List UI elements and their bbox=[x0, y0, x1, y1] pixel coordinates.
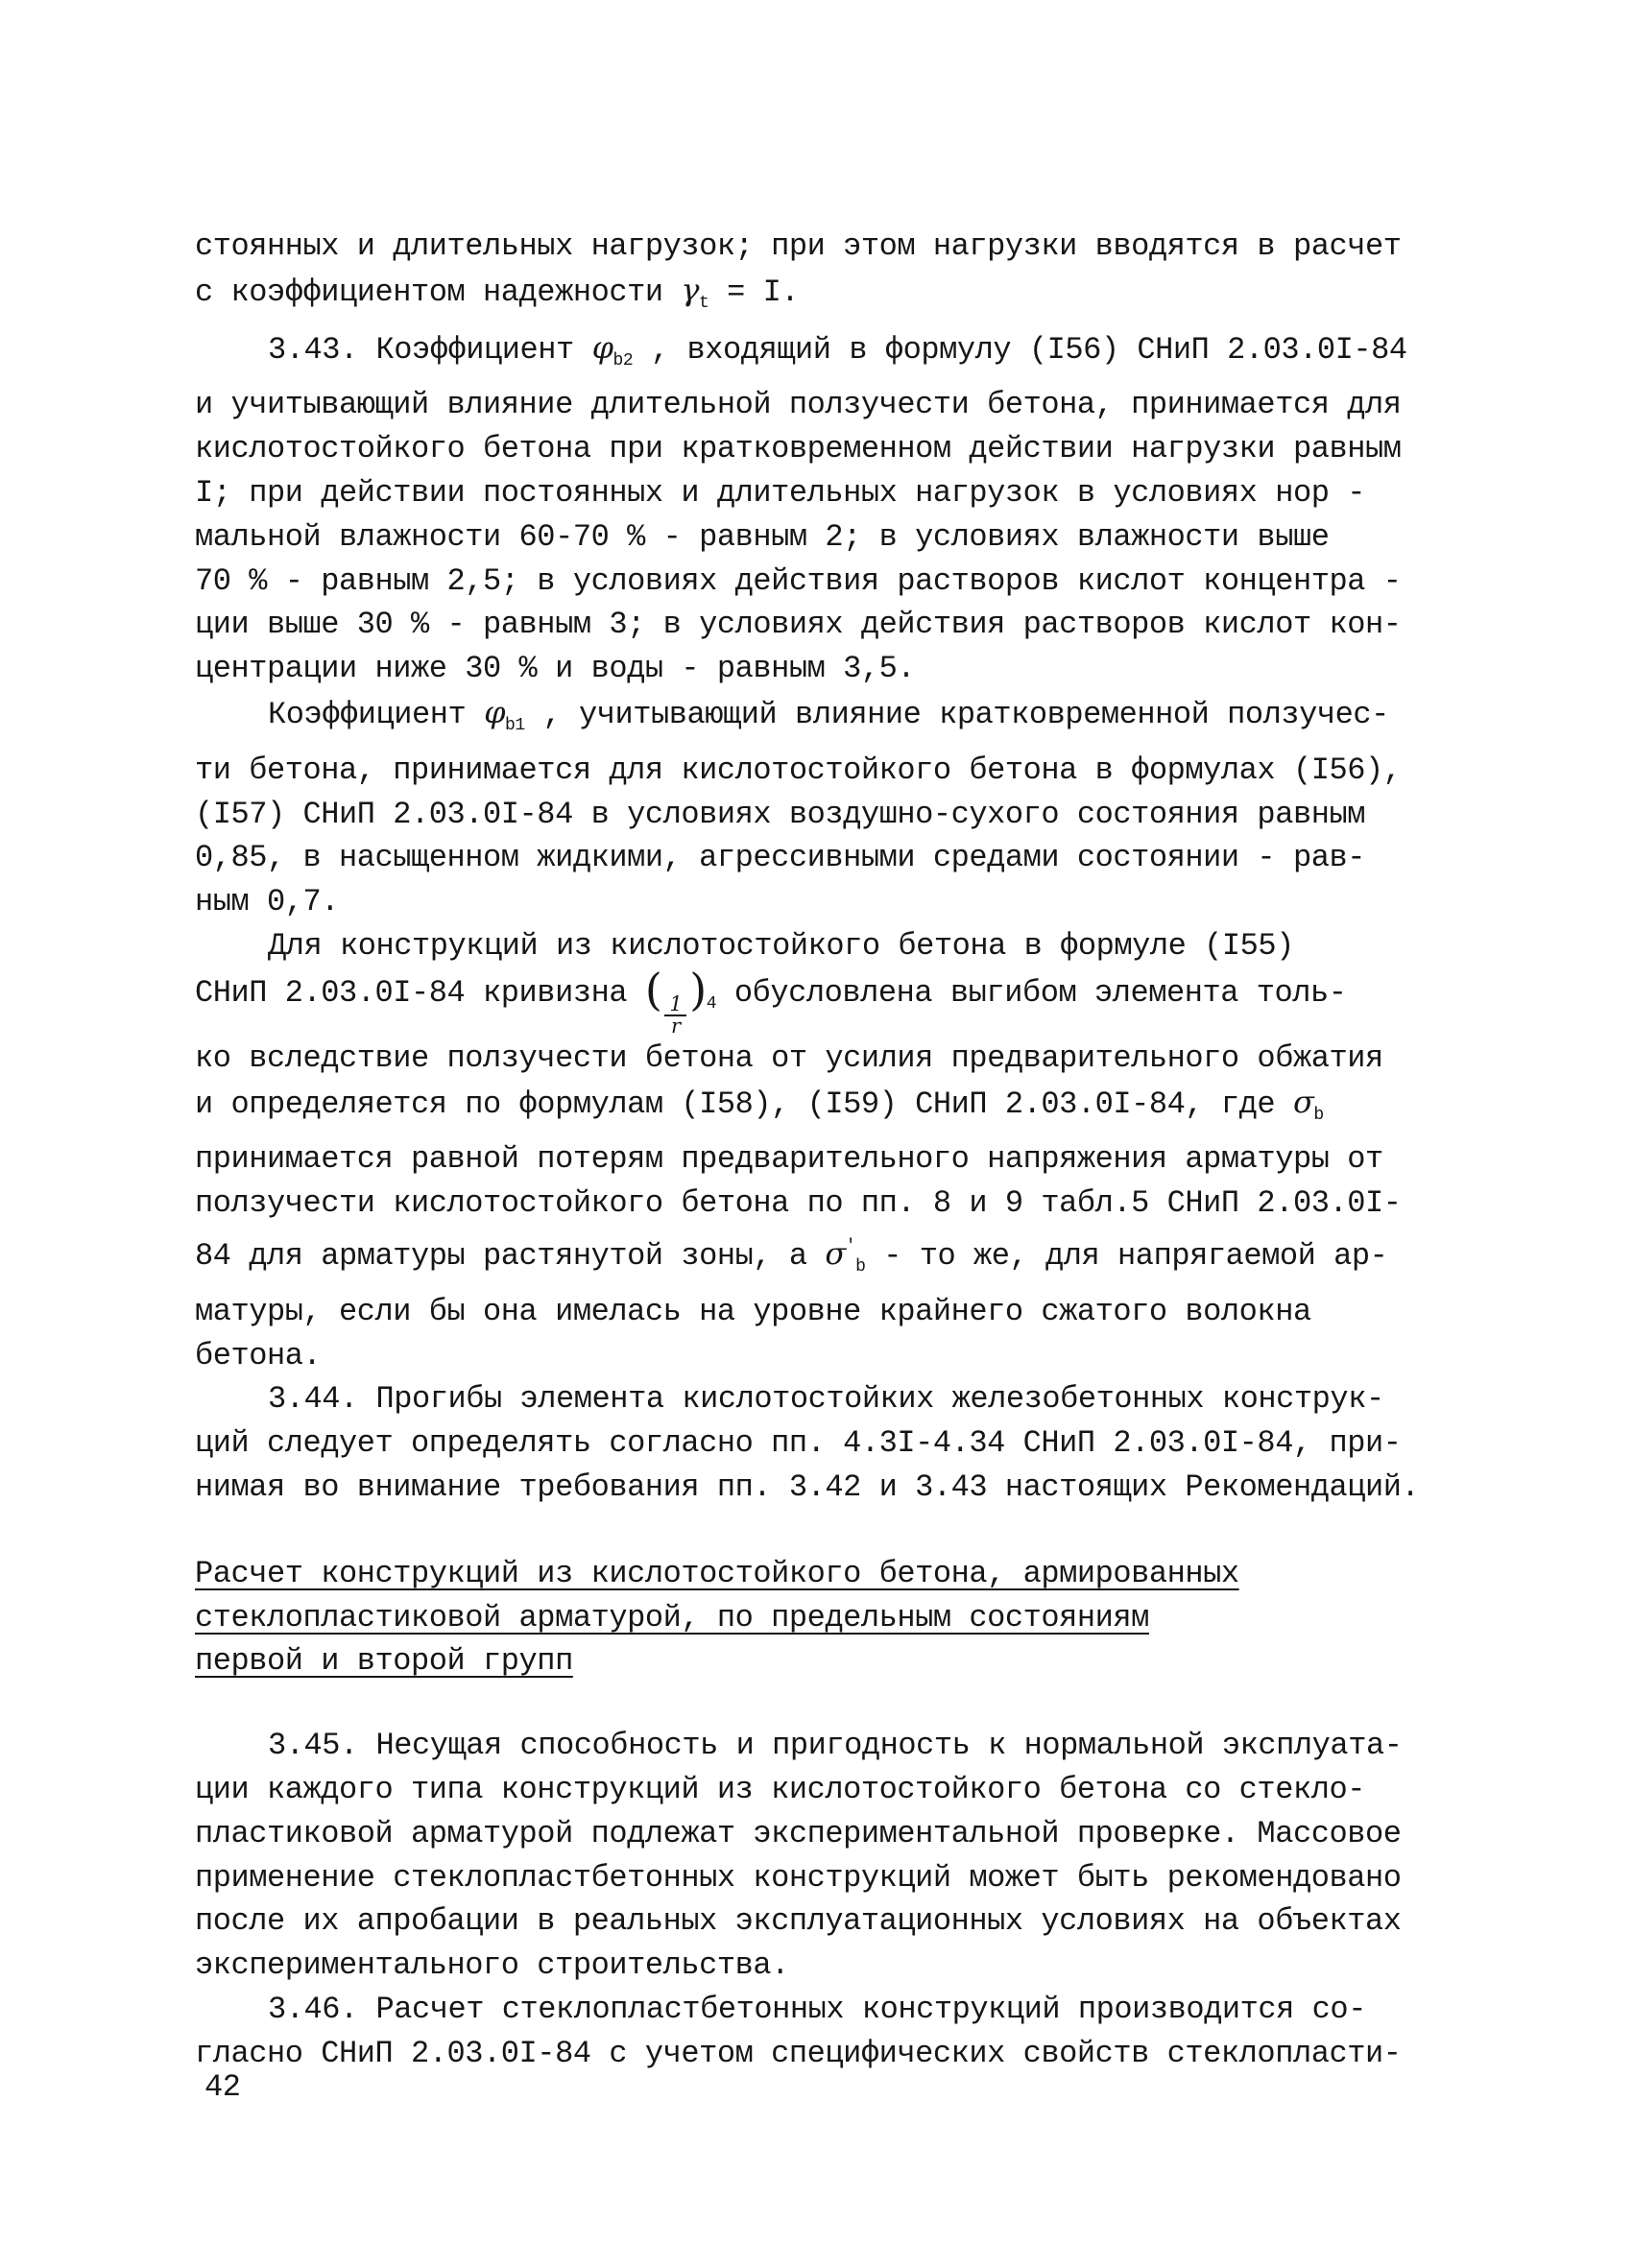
symbol-subscript: b2 bbox=[612, 350, 634, 370]
symbol-prime: ′ bbox=[845, 1236, 856, 1256]
text-line: применение стеклопластбетонных конструкций может быть рекомендовано bbox=[195, 1859, 1402, 1896]
text-line: 84 для арматуры растянутой зоны, а $\sigma'_b$ - то же, для напрягаемой ар- bbox=[195, 1234, 1388, 1277]
symbol-subscript: b bbox=[1313, 1105, 1324, 1125]
text-line: СНиП 2.03.0I-84 кривизна ( $\frac{1}{r}$ )$_4$ обусловлена выгибом элемента толь- bbox=[195, 963, 1347, 1038]
text-line: ным 0,7. bbox=[195, 884, 340, 920]
fraction-one-over-r: $\frac{1}{r}$ bbox=[664, 994, 686, 1037]
text-line: гласно СНиП 2.03.0I-84 с учетом специфических свойств стеклопласти- bbox=[195, 2035, 1402, 2071]
symbol-subscript: t bbox=[699, 293, 709, 313]
close-paren: ) bbox=[689, 963, 707, 1015]
text-line: матуры, если бы она имелась на уровне крайнего сжатого волокна bbox=[195, 1293, 1311, 1329]
text-line: 3.46. Расчет стеклопластбетонных конструкций производится со- bbox=[268, 1991, 1366, 2027]
open-paren: ( bbox=[644, 963, 662, 1015]
text-line: и определяется по формулам (I58), (I59) СНиП 2.03.0I-84, где $\sigma_b$ bbox=[195, 1083, 1324, 1125]
text-line: экспериментального строительства. bbox=[195, 1947, 789, 1984]
text-line: 3.43. Коэффициент $\varphi_{b2}$ , входящий в формулу (I56) СНиП 2.03.0I-84 bbox=[268, 328, 1407, 370]
text-line: принимается равной потерям предварительного напряжения арматуры от bbox=[195, 1141, 1383, 1178]
phi-symbol: φ bbox=[484, 693, 506, 730]
symbol-subscript: b bbox=[855, 1256, 866, 1277]
phi-symbol: φ bbox=[591, 328, 613, 366]
sigma-symbol: σ bbox=[1292, 1083, 1314, 1120]
heading-line: стеклопластиковой арматурой, по предельным состояниям bbox=[195, 1599, 1149, 1635]
symbol-subscript: 4 bbox=[706, 993, 717, 1014]
text-line: пластиковой арматурой подлежат экспериментальной проверке. Массовое bbox=[195, 1815, 1402, 1851]
sigma-symbol: σ bbox=[825, 1234, 846, 1272]
page-number: 42 bbox=[204, 2069, 241, 2105]
text-line: с коэффициентом надежности $\gamma_t = I$. bbox=[195, 271, 800, 313]
text-line: центрации ниже 30 % и воды - равным 3,5. bbox=[195, 651, 916, 687]
section-heading bbox=[195, 1552, 1433, 1683]
text-line: ти бетона, принимается для кислотостойкого бетона в формулах (I56), bbox=[195, 752, 1402, 788]
text-line: 70 % - равным 2,5; в условиях действия растворов кислот концентра - bbox=[195, 562, 1402, 599]
heading-line: Расчет конструкций из кислотостойкого бетона, армированных bbox=[195, 1555, 1239, 1591]
text-line: 3.45. Несущая способность и пригодность к нормальной эксплуата- bbox=[268, 1728, 1403, 1764]
text-line: (I57) СНиП 2.03.0I-84 в условиях воздушно-сухого состояния равным bbox=[195, 796, 1365, 832]
text-line: Коэффициент $\varphi_{b1}$ , учитывающий влияние кратковременной ползучес- bbox=[268, 693, 1389, 735]
text-line: ций следует определять согласно пп. 4.3I-4.34 СНиП 2.03.0I-84, при- bbox=[195, 1425, 1402, 1462]
text-line: и учитывающий влияние длительной ползучести бетона, принимается для bbox=[195, 387, 1402, 423]
text-line: ции выше 30 % - равным 3; в условиях действия растворов кислот кон- bbox=[195, 607, 1402, 643]
text-line: Для конструкций из кислотостойкого бетона в формуле (I55) bbox=[268, 927, 1294, 964]
page-body bbox=[195, 225, 1433, 2075]
gamma-symbol: γ bbox=[681, 271, 700, 308]
text-line: стоянных и длительных нагрузок; при этом нагрузки вводятся в расчет bbox=[195, 228, 1402, 264]
text-line: I; при действии постоянных и длительных нагрузок в условиях нор - bbox=[195, 474, 1365, 511]
heading-line: первой и второй групп bbox=[195, 1643, 573, 1680]
text-line: ко вследствие ползучести бетона от усилия предварительного обжатия bbox=[195, 1039, 1383, 1076]
text-line: нимая во внимание требования пп. 3.42 и 3.43 настоящих Рекомендаций. bbox=[195, 1468, 1420, 1505]
text-line: кислотостойкого бетона при кратковременном действии нагрузки равным bbox=[195, 431, 1402, 467]
text-line: ции каждого типа конструкций из кислотостойкого бетона со стекло- bbox=[195, 1771, 1365, 1807]
text-line: после их апробации в реальных эксплуатационных условиях на объектах bbox=[195, 1903, 1402, 1940]
text-line: 0,85, в насыщенном жидкими, агрессивными средами состоянии - рав- bbox=[195, 840, 1365, 876]
text-line: мальной влажности 60-70 % - равным 2; в условиях влажности выше bbox=[195, 518, 1330, 555]
symbol-subscript: b1 bbox=[505, 715, 525, 735]
text-line: 3.44. Прогибы элемента кислотостойких железобетонных конструк- bbox=[268, 1381, 1384, 1418]
text-line: бетона. bbox=[195, 1337, 322, 1373]
text-line: ползучести кислотостойкого бетона по пп. 8 и 9 табл.5 СНиП 2.03.0I- bbox=[195, 1185, 1402, 1222]
